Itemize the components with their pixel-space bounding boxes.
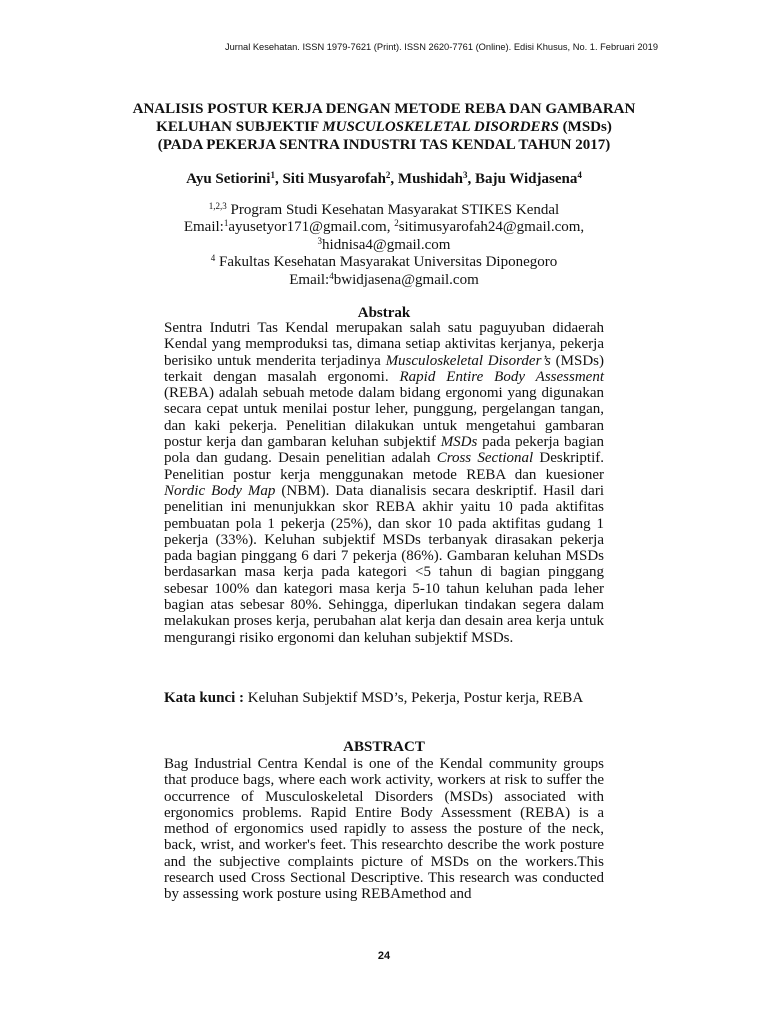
abstract-body: Bag Industrial Centra Kendal is one of the Kendal community groups that produce bags, where each work activity, workers at risk to suffer the occurrence of Musculoskeletal Disorders (MSDs) associated with ergonomics problems. Rapid Entire Body Assessment (REBA) is a method of ergonomics used rapidly to assess the posture of the neck, back, wrist, and worker's feet. This researchto describe the work posture and the subjective complaints picture of MSDs on the workers.This research used Cross Sectional Descriptive. This research was conducted by assessing work posture using REBAmethod and: [164, 756, 604, 903]
abstrak-heading: Abstrak: [357, 305, 411, 321]
email-line-3: [96, 272, 672, 289]
email-4: bwidjasena@gmail.com: [333, 271, 479, 288]
email-line-1: [96, 219, 672, 236]
author-list: [96, 170, 672, 188]
email-2: sitimusyarofah24@gmail.com,: [398, 219, 585, 236]
author-3: , Mushidah: [390, 171, 463, 187]
email-3: hidnisa4@gmail.com: [322, 236, 451, 253]
title-line-1: ANALISIS POSTUR KERJA DENGAN METODE REBA DAN GAMBARAN: [132, 101, 636, 117]
title-line-2-prefix: KELUHAN SUBJEKTIF: [156, 119, 323, 135]
author-3-sup: 3: [462, 170, 468, 180]
keywords-label: Kata kunci :: [164, 690, 245, 706]
email-line-2: [96, 237, 672, 254]
abstrak-italic-4: Cross Sectional: [436, 450, 534, 467]
title-line-2-italic: MUSCULOSKELETAL DISORDERS: [322, 119, 559, 135]
abstrak-italic-2: Rapid Entire Body Assessment: [399, 368, 604, 385]
title-line-2-suffix: (MSDs): [558, 119, 612, 135]
abstrak-text-5: Deskriptif. Penelitian postur kerja menggunakan metode REBA dan kuesioner: [164, 450, 604, 483]
email-3-sup: 3: [317, 235, 323, 246]
journal-header: Jurnal Kesehatan. ISSN 1979-7621 (Print). ISSN 2620-7761 (Online). Edisi Khusus, No. 1. Februari 2019: [224, 42, 658, 52]
email-4-sup: 4: [329, 270, 334, 281]
keywords: [164, 690, 604, 706]
email-1-sup: 1: [223, 218, 229, 229]
author-4-sup: 4: [577, 170, 582, 180]
author-1: Ayu Setiorini: [186, 171, 271, 187]
author-1-sup: 1: [270, 170, 275, 180]
abstrak-body: [164, 320, 604, 646]
abstract-heading: ABSTRACT: [343, 739, 425, 755]
title-line-2: [96, 118, 672, 136]
abstrak-italic-1: Musculoskeletal Disorder’s: [385, 352, 551, 369]
affiliation-2-text: Fakultas Kesehatan Masyarakat Universitas Diponegoro: [215, 254, 558, 271]
abstrak-text-6: (NBM). Data dianalisis secara deskriptif. Hasil dari penelitian ini menunjukkan skor REBA akhir yaitu 10 pada aktifitas pembuatan pola 1 pekerja (25%), dan skor 10 pada aktifitas gudang 1 pekerja (33%). Keluhan subjektif MSDs terbanyak dirasakan pekerja pada bagian pinggang 6 dari 7 pekerja (86%). Gambaran keluhan MSDs berdasarkan masa kerja pada kategori <5 tahun di bagian pinggang sebesar 100% dan kategori masa kerja 5-10 tahun keluhan pada leher bagian atas sebesar 80%. Sehingga, diperlukan tindakan segera dalam melakukan proses kerja, perubahan alat kerja dan desain area kerja untuk mengurangi risiko ergonomi dan keluhan subjektif MSDs.: [164, 482, 605, 646]
affiliation-line-2: [96, 254, 672, 271]
email-1: ayusetyor171@gmail.com,: [228, 219, 395, 236]
author-2-sup: 2: [385, 170, 391, 180]
abstrak-italic-5: Nordic Body Map: [164, 482, 276, 499]
affiliation-2-sup: 4: [210, 253, 216, 264]
affiliation-1-sup: 1,2,3: [208, 201, 227, 211]
keywords-text: Keluhan Subjektif MSD’s, Pekerja, Postur kerja, REBA: [244, 690, 584, 706]
email-label-2: Email:: [289, 271, 330, 288]
email-2-sup: 2: [394, 218, 399, 229]
abstrak-text-2: (MSDs) terkait dengan masalah ergonomi.: [164, 352, 605, 385]
affiliations: [96, 202, 672, 289]
author-4: , Baju Widjasena: [467, 171, 578, 187]
abstrak-text-4: pada pekerja bagian pola dan gudang. Desain penelitian adalah: [164, 434, 605, 467]
page-number: 24: [377, 950, 391, 962]
email-label-1: Email:: [183, 219, 224, 236]
title-line-3: (PADA PEKERJA SENTRA INDUSTRI TAS KENDAL TAHUN 2017): [157, 137, 611, 153]
abstrak-text-3: (REBA) adalah sebuah metode dalam bidang ergonomi yang digunakan secara cepat untuk menilai postur leher, punggung, pergelangan tangan, dan kaki pekerja. Penelitian dilakukan untuk mengetahui gambaran postur kerja dan gambaran keluhan subjektif: [164, 385, 604, 451]
author-2: , Siti Musyarofah: [274, 171, 386, 187]
abstrak-italic-3: MSDs: [440, 434, 478, 451]
abstrak-text-1: Sentra Indutri Tas Kendal merupakan salah satu paguyuban didaerah Kendal yang memproduksi tas, dimana setiap aktivitas kerjanya, pekerja berisiko untuk menderita terjadinya: [164, 320, 604, 369]
affiliation-1-text: Program Studi Kesehatan Masyarakat STIKES Kendal: [226, 202, 560, 218]
paper-title: [96, 100, 672, 154]
affiliation-line-1: [96, 202, 672, 219]
